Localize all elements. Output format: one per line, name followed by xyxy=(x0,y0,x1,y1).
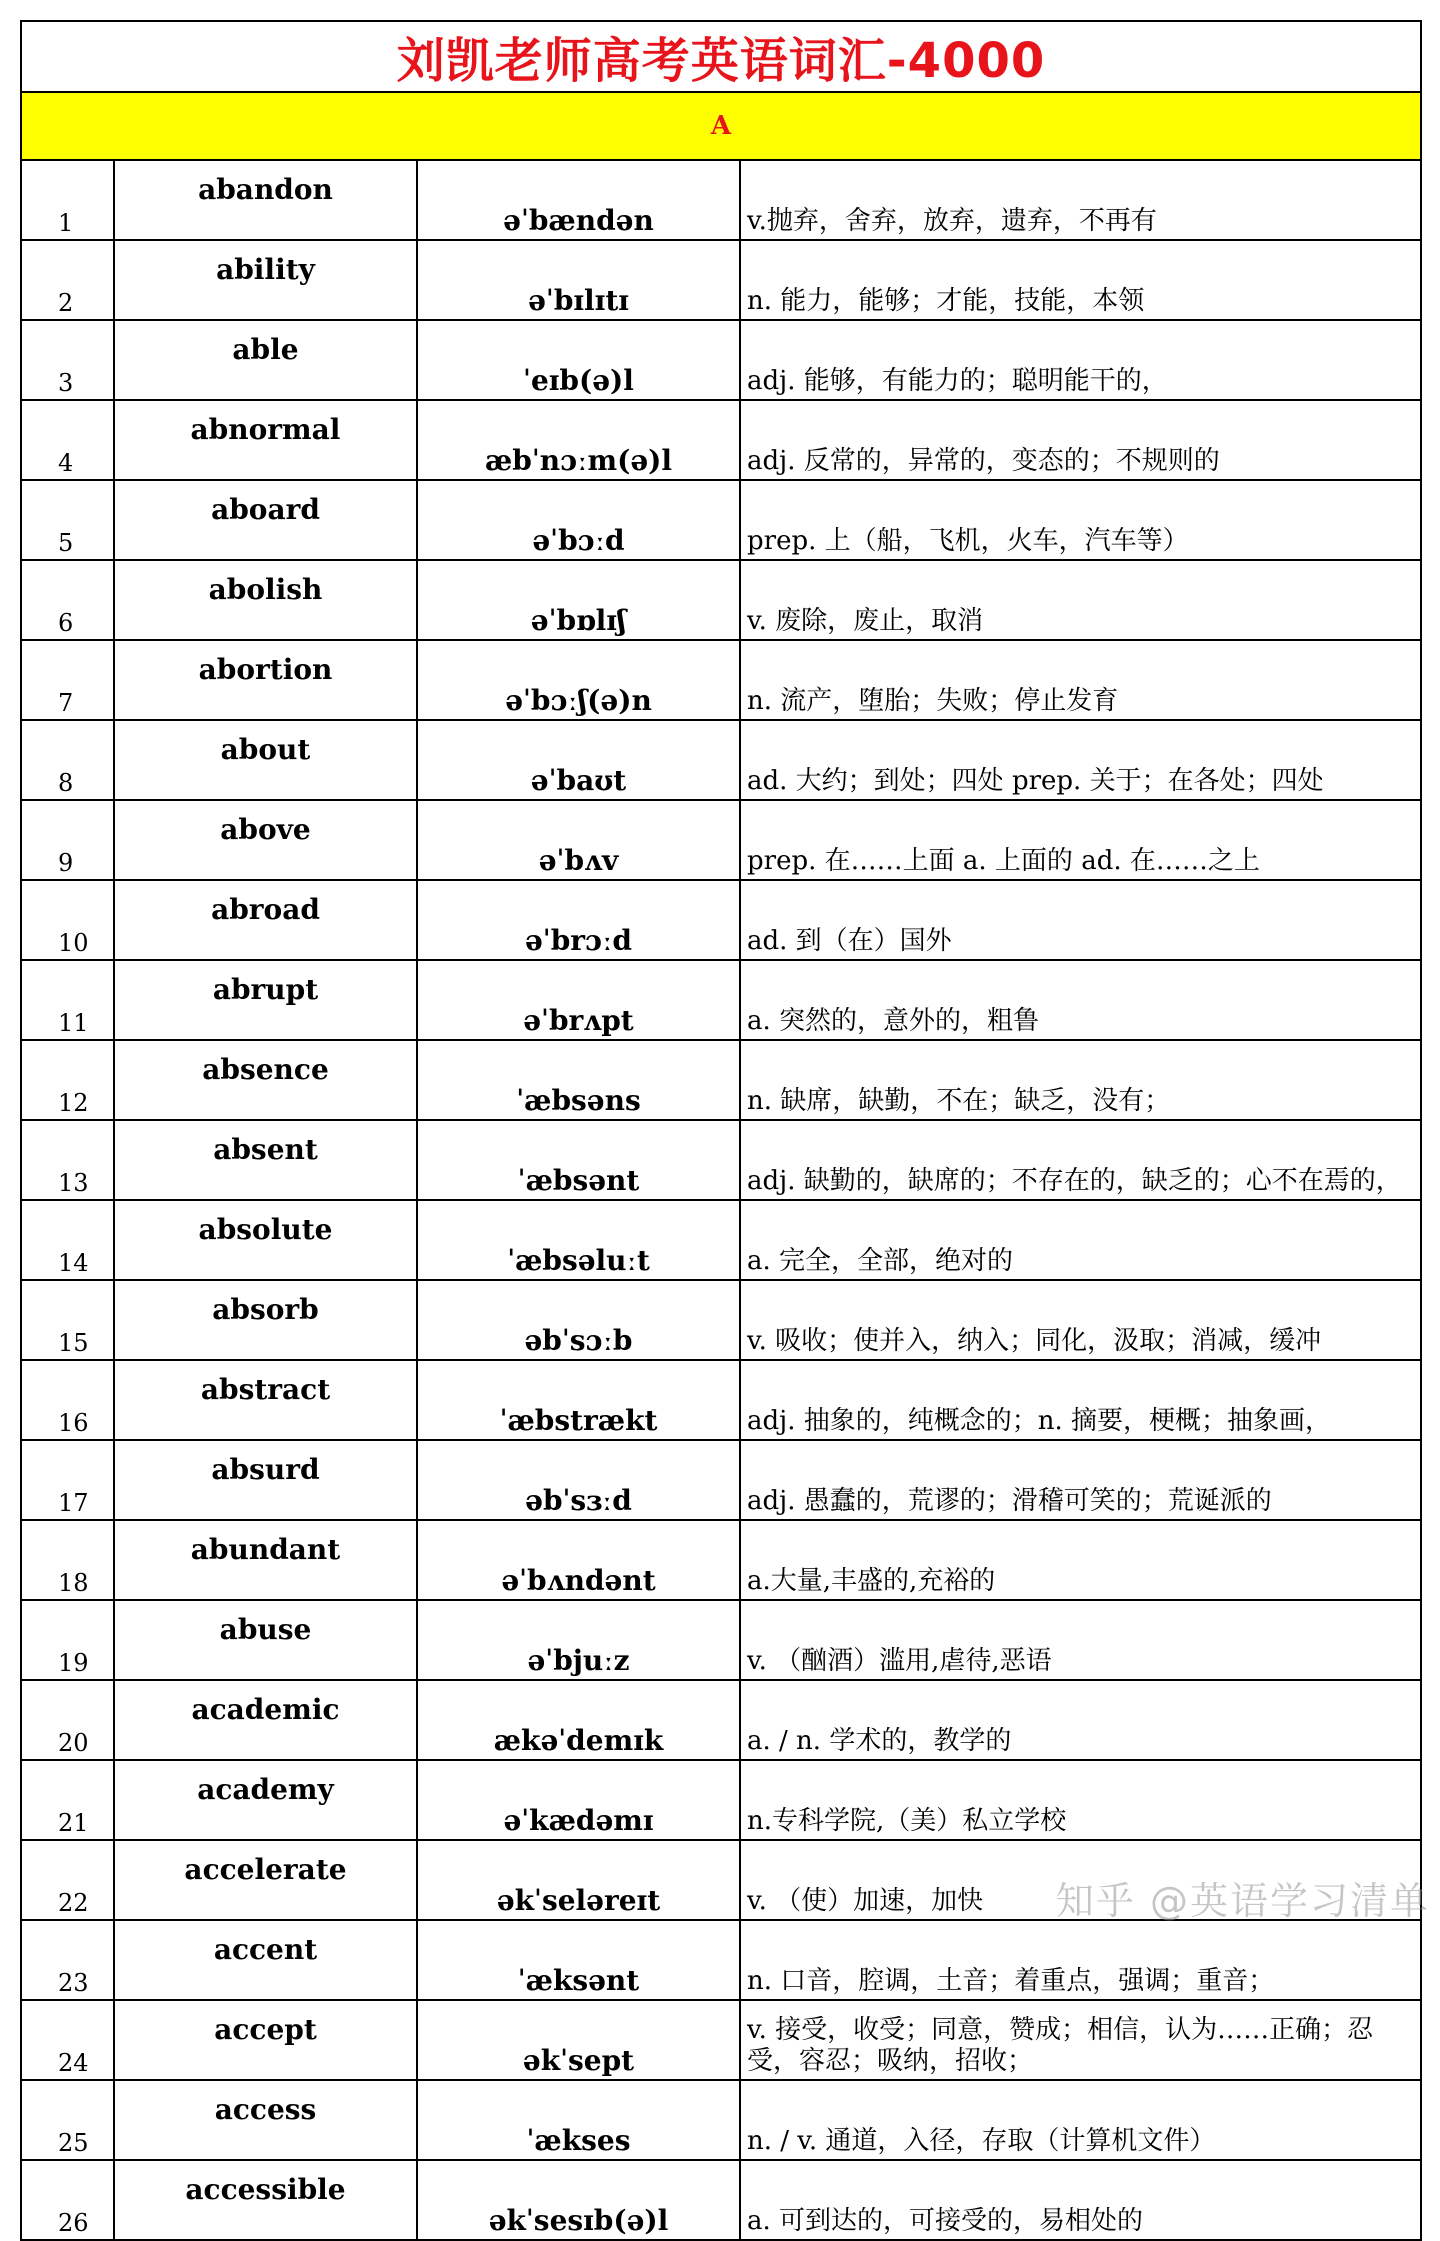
entry-word: academic xyxy=(114,1680,417,1760)
table-row xyxy=(21,880,1421,960)
entry-definition: a.大量,丰盛的,充裕的 xyxy=(740,1520,1421,1600)
entry-phonetic: əbˈsɜːd xyxy=(417,1440,740,1520)
entry-word: abandon xyxy=(114,160,417,240)
entry-definition: n. 流产，堕胎；失败；停止发育 xyxy=(740,640,1421,720)
entry-word: aboard xyxy=(114,480,417,560)
entry-number: 2 xyxy=(21,240,114,320)
entry-definition: prep. 上（船，飞机，火车，汽车等） xyxy=(740,480,1421,560)
table-row xyxy=(21,1360,1421,1440)
entry-phonetic: əˈbrɔːd xyxy=(417,880,740,960)
table-row xyxy=(21,1920,1421,2000)
table-row xyxy=(21,1040,1421,1120)
entry-definition: n. 口音，腔调，土音；着重点，强调；重音； xyxy=(740,1920,1421,2000)
entry-number: 21 xyxy=(21,1760,114,1840)
entry-phonetic: əkˈsesɪb(ə)l xyxy=(417,2160,740,2240)
entry-word: accelerate xyxy=(114,1840,417,1920)
entry-definition: v. 吸收；使并入，纳入；同化，汲取；消减，缓冲 xyxy=(740,1280,1421,1360)
entry-number: 11 xyxy=(21,960,114,1040)
entry-word: absurd xyxy=(114,1440,417,1520)
entry-definition: adj. 抽象的，纯概念的；n. 摘要，梗概；抽象画， xyxy=(740,1360,1421,1440)
entry-number: 5 xyxy=(21,480,114,560)
entry-definition: prep. 在……上面 a. 上面的 ad. 在……之上 xyxy=(740,800,1421,880)
entry-definition: n.专科学院,（美）私立学校 xyxy=(740,1760,1421,1840)
entry-word: abundant xyxy=(114,1520,417,1600)
entry-phonetic: əˈbɔːʃ(ə)n xyxy=(417,640,740,720)
entry-word: abuse xyxy=(114,1600,417,1680)
entry-phonetic: ˈæksənt xyxy=(417,1920,740,2000)
entry-word: ability xyxy=(114,240,417,320)
title-row xyxy=(21,21,1421,92)
entry-word: abolish xyxy=(114,560,417,640)
entry-number: 23 xyxy=(21,1920,114,2000)
entry-number: 8 xyxy=(21,720,114,800)
entry-word: absent xyxy=(114,1120,417,1200)
entry-number: 7 xyxy=(21,640,114,720)
entry-definition: v.抛弃，舍弃，放弃，遗弃，不再有 xyxy=(740,160,1421,240)
entry-definition: adj. 缺勤的，缺席的；不存在的，缺乏的；心不在焉的， xyxy=(740,1120,1421,1200)
vocabulary-table xyxy=(20,20,1422,2241)
entry-number: 4 xyxy=(21,400,114,480)
entry-number: 1 xyxy=(21,160,114,240)
entry-phonetic: əbˈsɔːb xyxy=(417,1280,740,1360)
entry-number: 15 xyxy=(21,1280,114,1360)
table-row xyxy=(21,640,1421,720)
entry-phonetic: əkˈseləreɪt xyxy=(417,1840,740,1920)
table-row xyxy=(21,400,1421,480)
table-row xyxy=(21,1200,1421,1280)
entry-definition: n. 能力，能够；才能，技能，本领 xyxy=(740,240,1421,320)
entry-word: abstract xyxy=(114,1360,417,1440)
entry-definition: a. 完全，全部，绝对的 xyxy=(740,1200,1421,1280)
entry-number: 9 xyxy=(21,800,114,880)
entry-phonetic: ækəˈdemɪk xyxy=(417,1680,740,1760)
table-row xyxy=(21,240,1421,320)
entry-number: 10 xyxy=(21,880,114,960)
entry-definition: a. / n. 学术的，教学的 xyxy=(740,1680,1421,1760)
entry-definition: adj. 反常的，异常的，变态的；不规则的 xyxy=(740,400,1421,480)
entry-definition: v. 废除，废止，取消 xyxy=(740,560,1421,640)
entry-number: 20 xyxy=(21,1680,114,1760)
entry-word: able xyxy=(114,320,417,400)
entry-phonetic: ˈæbstrækt xyxy=(417,1360,740,1440)
entry-number: 16 xyxy=(21,1360,114,1440)
entry-word: academy xyxy=(114,1760,417,1840)
table-row xyxy=(21,960,1421,1040)
section-row xyxy=(21,92,1421,160)
entry-definition: adj. 能够，有能力的；聪明能干的， xyxy=(740,320,1421,400)
entry-number: 22 xyxy=(21,1840,114,1920)
entry-phonetic: ˈæbsəluːt xyxy=(417,1200,740,1280)
entry-phonetic: əˈbændən xyxy=(417,160,740,240)
entry-word: abortion xyxy=(114,640,417,720)
watermark: 知乎 @英语学习清单 xyxy=(1055,1879,1430,1923)
entry-phonetic: əkˈsept xyxy=(417,2000,740,2080)
entry-number: 19 xyxy=(21,1600,114,1680)
entry-definition: adj. 愚蠢的，荒谬的；滑稽可笑的；荒诞派的 xyxy=(740,1440,1421,1520)
entry-definition: v. 接受，收受；同意，赞成；相信，认为……正确；忍受，容忍；吸纳，招收； xyxy=(740,2000,1421,2080)
entry-word: absolute xyxy=(114,1200,417,1280)
table-row xyxy=(21,1120,1421,1200)
entry-phonetic: əˈkædəmɪ xyxy=(417,1760,740,1840)
entry-phonetic: ˈeɪb(ə)l xyxy=(417,320,740,400)
entry-number: 12 xyxy=(21,1040,114,1120)
entry-word: above xyxy=(114,800,417,880)
table-row xyxy=(21,1440,1421,1520)
entry-number: 24 xyxy=(21,2000,114,2080)
table-row xyxy=(21,2080,1421,2160)
entry-number: 18 xyxy=(21,1520,114,1600)
table-row xyxy=(21,1600,1421,1680)
entry-word: accept xyxy=(114,2000,417,2080)
entry-number: 3 xyxy=(21,320,114,400)
entry-number: 26 xyxy=(21,2160,114,2240)
entry-phonetic: əˈbɔːd xyxy=(417,480,740,560)
entry-phonetic: əˈbʌv xyxy=(417,800,740,880)
entry-phonetic: əˈbrʌpt xyxy=(417,960,740,1040)
entry-word: about xyxy=(114,720,417,800)
entry-number: 14 xyxy=(21,1200,114,1280)
table-row xyxy=(21,1760,1421,1840)
table-row xyxy=(21,1520,1421,1600)
entry-word: access xyxy=(114,2080,417,2160)
table-row xyxy=(21,560,1421,640)
entry-definition: v. （酗酒）滥用,虐待,恶语 xyxy=(740,1600,1421,1680)
entry-word: abnormal xyxy=(114,400,417,480)
entry-definition: a. 突然的，意外的，粗鲁 xyxy=(740,960,1421,1040)
entry-phonetic: ˈækses xyxy=(417,2080,740,2160)
table-row xyxy=(21,2160,1421,2240)
entry-definition: ad. 到（在）国外 xyxy=(740,880,1421,960)
table-row xyxy=(21,1680,1421,1760)
entry-number: 17 xyxy=(21,1440,114,1520)
entry-number: 25 xyxy=(21,2080,114,2160)
table-row xyxy=(21,320,1421,400)
entry-definition: v. （使）加速，加快 xyxy=(740,1840,1421,1920)
entry-definition: ad. 大约；到处；四处 prep. 关于；在各处；四处 xyxy=(740,720,1421,800)
entry-definition: n. / v. 通道，入径，存取（计算机文件） xyxy=(740,2080,1421,2160)
table-row xyxy=(21,160,1421,240)
entry-phonetic: əˈbɒlɪʃ xyxy=(417,560,740,640)
entry-word: accessible xyxy=(114,2160,417,2240)
entry-phonetic: əˈbʌndənt xyxy=(417,1520,740,1600)
entry-definition: n. 缺席，缺勤，不在；缺乏，没有； xyxy=(740,1040,1421,1120)
entry-phonetic: əˈbjuːz xyxy=(417,1600,740,1680)
entry-phonetic: əˈbɪlɪtɪ xyxy=(417,240,740,320)
entry-definition: a. 可到达的，可接受的，易相处的 xyxy=(740,2160,1421,2240)
sheet-title: 刘凯老师高考英语词汇-4000 xyxy=(21,21,1421,92)
entry-word: absorb xyxy=(114,1280,417,1360)
entry-phonetic: ˈæbsəns xyxy=(417,1040,740,1120)
table-row xyxy=(21,2000,1421,2080)
table-row xyxy=(21,800,1421,880)
section-letter: A xyxy=(21,92,1421,160)
entry-phonetic: ˈæbsənt xyxy=(417,1120,740,1200)
entry-word: absence xyxy=(114,1040,417,1120)
entry-number: 13 xyxy=(21,1120,114,1200)
entry-number: 6 xyxy=(21,560,114,640)
table-row xyxy=(21,1280,1421,1360)
entry-phonetic: əˈbaʊt xyxy=(417,720,740,800)
entry-word: abrupt xyxy=(114,960,417,1040)
table-row xyxy=(21,480,1421,560)
entry-word: accent xyxy=(114,1920,417,2000)
table-row xyxy=(21,1840,1421,1920)
table-row xyxy=(21,720,1421,800)
entry-phonetic: æbˈnɔːm(ə)l xyxy=(417,400,740,480)
entry-word: abroad xyxy=(114,880,417,960)
